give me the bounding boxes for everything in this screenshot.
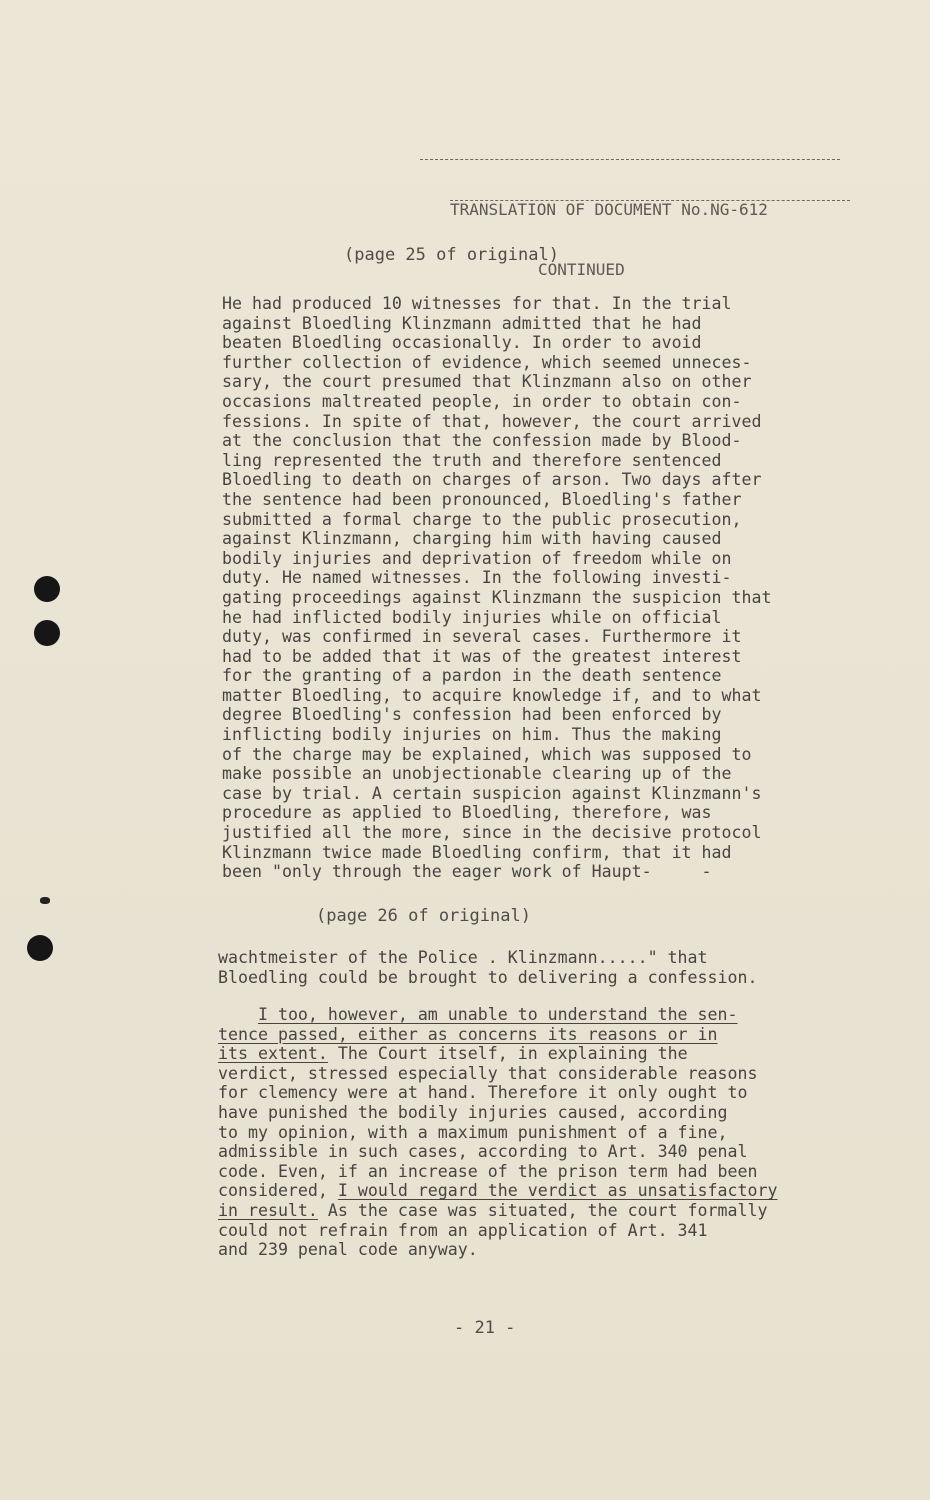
text-line: matter Bloedling, to acquire knowledge if, and to what bbox=[222, 685, 762, 705]
text-line: inflicting bodily injuries on him. Thus the making bbox=[222, 725, 722, 745]
header-subtitle: CONTINUED bbox=[538, 260, 625, 279]
text-line: bodily injuries and deprivation of freedom while on bbox=[222, 548, 732, 568]
text-line: against Bloedling Klinzmann admitted that he had bbox=[222, 313, 702, 333]
header-bottom-rule bbox=[450, 200, 850, 201]
text-line: the sentence had been pronounced, Bloedling's father bbox=[222, 489, 742, 509]
text-line: Bloedling to death on charges of arson. Two days after bbox=[222, 470, 762, 490]
punch-hole bbox=[27, 935, 53, 961]
text-line: fessions. In spite of that, however, the court arrived bbox=[222, 411, 762, 431]
text-line: against Klinzmann, charging him with having caused bbox=[222, 529, 722, 549]
punch-hole bbox=[34, 576, 60, 602]
text-line: case by trial. A certain suspicion against Klinzmann's bbox=[222, 783, 762, 803]
text-line: occasions maltreated people, in order to obtain con- bbox=[222, 391, 742, 411]
text-line: beaten Bloedling occasionally. In order to avoid bbox=[222, 333, 702, 353]
page-number: - 21 - bbox=[454, 1318, 516, 1338]
paragraph-3 bbox=[218, 1005, 878, 1260]
text-line: its extent. The Court itself, in explaining the bbox=[218, 1044, 688, 1064]
text-line: procedure as applied to Bloedling, therefore, was bbox=[222, 803, 712, 823]
text-line: gating proceedings against Klinzmann the suspicion that bbox=[222, 587, 772, 607]
text-line: at the conclusion that the confession made by Blood- bbox=[222, 431, 742, 451]
paragraph-1 bbox=[222, 294, 882, 882]
text-line: further collection of evidence, which seemed unneces- bbox=[222, 352, 752, 372]
text-line: Bloedling could be brought to delivering a confession. bbox=[218, 967, 758, 987]
text-line: duty. He named witnesses. In the following investi- bbox=[222, 568, 732, 588]
text-line: sary, the court presumed that Klinzmann also on other bbox=[222, 372, 752, 392]
underlined-text: its extent. bbox=[218, 1044, 328, 1064]
header-title: TRANSLATION OF DOCUMENT No.NG-612 bbox=[450, 200, 768, 219]
text-line: submitted a formal charge to the public prosecution, bbox=[222, 509, 742, 529]
punch-hole bbox=[34, 620, 60, 646]
text-line: to my opinion, with a maximum punishment of a fine, bbox=[218, 1122, 728, 1142]
text-line: could not refrain from an application of Art. 341 bbox=[218, 1220, 708, 1240]
text-line: in result. As the case was situated, the court formally bbox=[218, 1200, 768, 1220]
text-line: of the charge may be explained, which was supposed to bbox=[222, 744, 752, 764]
text-line: have punished the bodily injuries caused, according bbox=[218, 1102, 728, 1122]
text-line: degree Bloedling's confession had been enforced by bbox=[222, 705, 722, 725]
text-line: considered, I would regard the verdict as unsatisfactory bbox=[218, 1181, 778, 1201]
text-line: make possible an unobjectionable clearing up of the bbox=[222, 764, 732, 784]
underlined-text: tence passed, either as concerns its reasons or in bbox=[218, 1024, 718, 1044]
underlined-text: I would regard the verdict as unsatisfactory bbox=[337, 1181, 778, 1201]
underlined-text: in result. bbox=[218, 1200, 318, 1220]
text-line: code. Even, if an increase of the prison term had been bbox=[218, 1161, 758, 1181]
text-line bbox=[218, 1005, 878, 1025]
text-line: he had inflicted bodily injuries while on official bbox=[222, 607, 722, 627]
text-line: Klinzmann twice made Bloedling confirm, that it had bbox=[222, 842, 732, 862]
text-line: for the granting of a pardon in the death sentence bbox=[222, 666, 722, 686]
text-line: admissible in such cases, according to Art. 340 penal bbox=[218, 1142, 748, 1162]
text-line: for clemency were at hand. Therefore it only ought to bbox=[218, 1083, 748, 1103]
page-reference-25: (page 25 of original) bbox=[344, 245, 559, 265]
text-line: had to be added that it was of the greatest interest bbox=[222, 646, 742, 666]
underlined-text: I too, however, am unable to understand the sen- bbox=[257, 1005, 738, 1024]
page-reference-26: (page 26 of original) bbox=[316, 906, 531, 926]
text-line bbox=[218, 1025, 878, 1045]
text-line: verdict, stressed especially that considerable reasons bbox=[218, 1063, 758, 1083]
text-line: He had produced 10 witnesses for that. In the trial bbox=[222, 294, 732, 313]
text-line: justified all the more, since in the decisive protocol bbox=[222, 823, 762, 843]
text-line: duty, was confirmed in several cases. Furthermore it bbox=[222, 627, 742, 647]
ink-speck bbox=[40, 897, 50, 904]
text-line: wachtmeister of the Police . Klinzmann....." that bbox=[218, 948, 708, 967]
text-line: and 239 penal code anyway. bbox=[218, 1240, 478, 1260]
header-top-rule bbox=[420, 159, 840, 160]
paragraph-2 bbox=[218, 948, 878, 987]
text-line: ling represented the truth and therefore sentenced bbox=[222, 450, 722, 470]
text-line: been "only through the eager work of Haupt- - bbox=[222, 862, 712, 882]
